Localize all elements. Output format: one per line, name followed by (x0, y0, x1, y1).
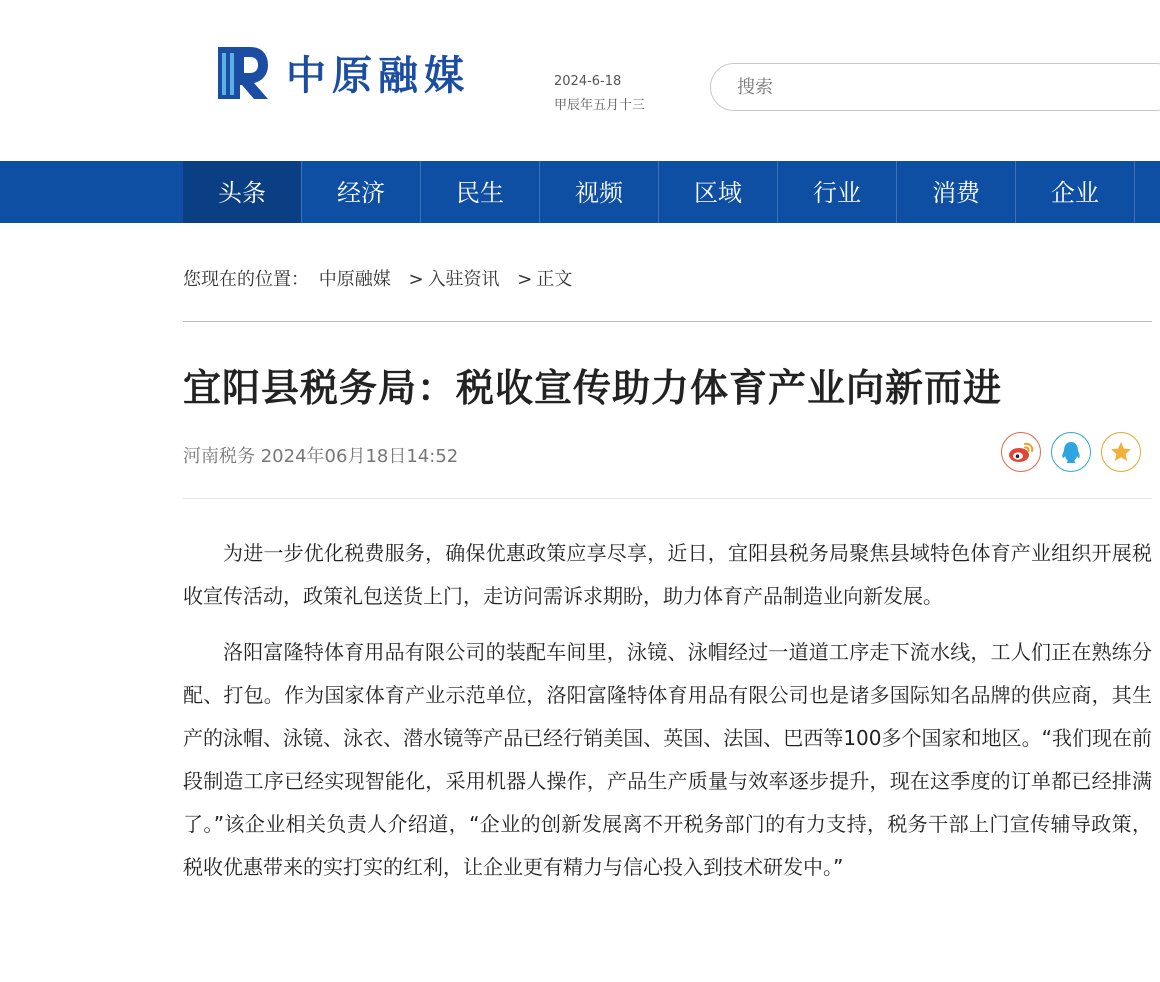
article-paragraph: 为进一步优化税费服务，确保优惠政策应享尽享，近日，宜阳县税务局聚焦县域特色体育产业组织开展税收宣传活动，政策礼包送货上门，走访问需诉求期盼，助力体育产品制造业向新发展。 (183, 541, 1152, 608)
breadcrumb-link-home[interactable]: 中原融媒 (318, 269, 391, 290)
search-input[interactable] (710, 63, 1160, 111)
breadcrumb-prefix: 您现在的位置： (183, 269, 309, 290)
divider (183, 321, 1152, 322)
favorite-star-icon (1109, 440, 1133, 464)
nav-list (183, 161, 1135, 223)
site-header (0, 0, 1160, 160)
breadcrumb-separator: > (408, 269, 424, 290)
qq-share-button[interactable] (1051, 432, 1091, 472)
weibo-icon (1008, 441, 1034, 463)
qq-icon (1060, 440, 1082, 464)
site-logo[interactable] (216, 44, 470, 101)
article-source: 河南税务 (183, 446, 255, 467)
nav-item[interactable]: 行业 (778, 161, 897, 223)
article-datetime: 2024年06月18日14:52 (260, 446, 459, 467)
article-title: 宜阳县税务局：税收宣传助力体育产业向新而进 (183, 366, 1003, 410)
share-buttons (1001, 432, 1141, 472)
nav-item[interactable]: 经济 (302, 161, 421, 223)
divider (183, 498, 1152, 499)
breadcrumb-link-section[interactable]: 入驻资讯 (427, 269, 500, 290)
nav-item[interactable]: 头条 (183, 161, 302, 223)
article-body (183, 532, 1152, 902)
article-meta (183, 442, 458, 468)
nav-item[interactable]: 视频 (540, 161, 659, 223)
date-display (554, 70, 645, 118)
breadcrumb-separator: > (517, 269, 533, 290)
breadcrumb-current: 正文 (536, 269, 573, 290)
article-paragraph: 洛阳富隆特体育用品有限公司的装配车间里，泳镜、泳帽经过一道道工序走下流水线，工人们正在熟练分配、打包。作为国家体育产业示范单位，洛阳富隆特体育用品有限公司也是诸多国际知名品牌的供应商，其生产的泳帽、泳镜、泳衣、潜水镜等产品已经行销美国、英国、法国、巴西等100多个国家和地区。“我们现在前段制造工序已经实现智能化，采用机器人操作，产品生产质量与效率逐步提升，现在这季度的订单都已经排满了。”该企业相关负责人介绍道，“企业的创新发展离不开税务部门的有力支持，税务干部上门宣传辅导政策，税收优惠带来的实打实的红利，让企业更有精力与信心投入到技术研发中。” (183, 640, 1152, 879)
breadcrumb (183, 265, 576, 291)
nav-item[interactable]: 企业 (1016, 161, 1135, 223)
lunar-date: 甲辰年五月十三 (554, 98, 646, 113)
logo-text: 中原融媒 (286, 52, 470, 99)
nav-item[interactable]: 民生 (421, 161, 540, 223)
logo-r-icon (216, 45, 268, 101)
nav-item[interactable]: 消费 (897, 161, 1016, 223)
weibo-share-button[interactable] (1001, 432, 1041, 472)
gregorian-date: 2024-6-18 (554, 74, 622, 89)
main-nav (0, 161, 1160, 223)
favorite-button[interactable] (1101, 432, 1141, 472)
nav-item[interactable]: 区域 (659, 161, 778, 223)
